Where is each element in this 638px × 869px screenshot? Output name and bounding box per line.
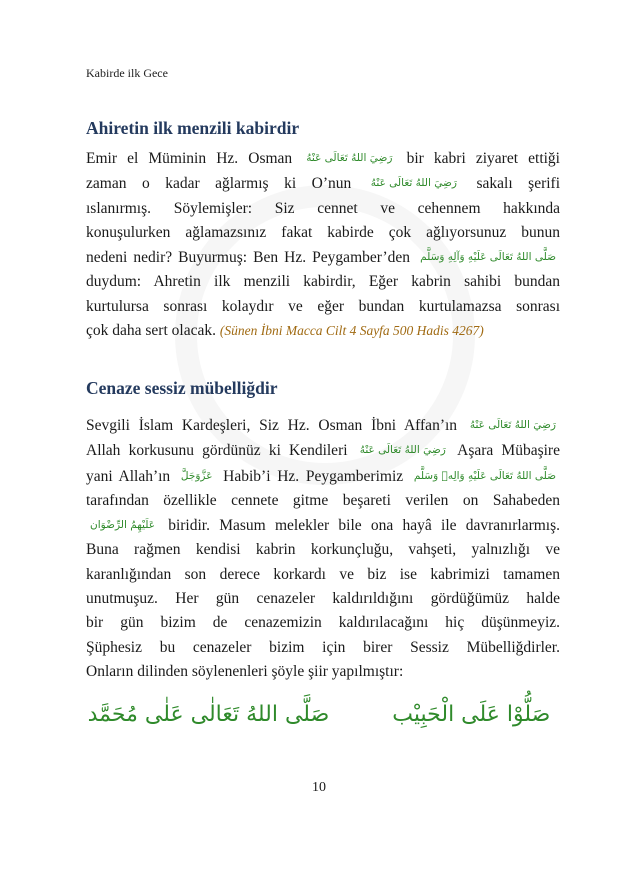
arabic-honorific: عَلَيْهِمُ الرِّضْوَان [90, 519, 155, 532]
page-number: 10 [312, 780, 326, 795]
hadith-citation: (Sünen İbni Macca Cilt 4 Sayfa 500 Hadis 4267) [219, 323, 484, 339]
text-segment: sakalı şerifi [476, 175, 561, 193]
arabic-honorific: صَلَّى اللهُ تَعَالَى عَلَيْهِ وَالِهٖ وَسَلَّم [413, 469, 557, 482]
text-segment: bir kabri ziyaret ettiği [406, 150, 560, 167]
text-line [86, 587, 560, 611]
text-segment: zaman o kadar ağlarmış ki O’nun [86, 175, 352, 193]
text-segment: unutmuşuz. Her gün cenazeler kaldırıldığını gördüğümüz halde [86, 590, 560, 608]
text-line [86, 538, 560, 562]
arabic-honorific: صَلَّى اللهُ تَعَالَى عَلَيْهِ وَآلِهِ وَسَلَّم [420, 251, 556, 264]
text-line [86, 245, 560, 270]
paragraph-1 [86, 146, 560, 343]
arabic-honorific: رَضِيَ اللهُ تَعَالَى عَنْهُ [306, 152, 393, 164]
text-segment: çok daha sert olacak. [86, 322, 220, 340]
text-segment: Sevgili İslam Kardeşleri, Siz Hz. Osman İbni Affan’ın [86, 417, 458, 434]
running-head: Kabirde ilk Gece [86, 66, 168, 80]
text-segment: duydum: Ahretin ilk menzili kabirdir, Eğer kabrin sahibi bundan [86, 273, 560, 291]
text-line [86, 513, 560, 538]
text-line [86, 295, 560, 319]
text-line [86, 489, 560, 513]
text-segment: bir gün bizim de cenazemizin kaldırılacağını hiç düşünmeyiz. [86, 614, 560, 632]
verse-part-1: صَلُّوْا عَلَى الْحَبِيْب [392, 702, 551, 727]
text-line [86, 611, 560, 635]
text-segment: Emir el Müminin Hz. Osman [86, 150, 293, 167]
text-segment: karanlığından son derece korkardı ve biz ise kabrimizi tamamen [86, 565, 560, 583]
text-segment: tarafından özellikle cennete gitme beşareti verilen on Sahabeden [86, 491, 560, 509]
text-line [86, 171, 560, 196]
text-segment: Buna rağmen kendisi kabrin korkunçluğu, vahşeti, yalnızlığı ve [86, 541, 560, 559]
salawat-verse [0, 702, 638, 727]
text-segment: yani Allah’ın [86, 467, 171, 485]
text-line [86, 197, 560, 221]
text-segment: Onların dilinden söylenenleri şöyle şiir yapılmıştır: [86, 662, 404, 680]
arabic-honorific: عَزَّوَجَلَّ [180, 469, 213, 482]
arabic-honorific: رَضِيَ اللهُ تَعَالَى عَنْهُ [469, 419, 556, 431]
text-line [86, 221, 560, 245]
text-segment: Habib’i Hz. Peygamberimiz [223, 467, 404, 485]
section-title-2: Cenaze sessiz mübelliğdir [86, 378, 278, 398]
text-segment: Allah korkusunu gördünüz ki Kendileri [86, 442, 348, 460]
text-line [86, 413, 560, 438]
text-line [86, 146, 560, 171]
text-segment: kurtulursa sonrası kolaydır ve eğer bundan kurtulamazsa sonrası [86, 297, 560, 315]
text-segment: konuşulurken ağlamazsınız fakat kabirde çok ağlıyorsunuz bunun [86, 223, 560, 241]
text-line [86, 270, 560, 294]
section-title-1: Ahiretin ilk menzili kabirdir [86, 118, 300, 138]
arabic-honorific: رَضِيَ اللهُ تَعَالَى عَنْهُ [370, 177, 457, 190]
text-segment: Aşara Mübaşire [457, 442, 560, 460]
text-line [86, 660, 560, 684]
text-segment: ıslanırmış. Söylemişler: Siz cennet ve cehennem hakkında [86, 199, 560, 217]
text-line [86, 563, 560, 587]
text-line [86, 319, 560, 343]
text-line [86, 464, 560, 489]
text-line [86, 636, 560, 660]
text-segment: biridir. Masum melekler bile ona hayâ ile davranırlarmış. [168, 517, 560, 535]
text-segment: nedeni nedir? Buyurmuş: Ben Hz. Peygamber’den [86, 249, 411, 267]
verse-part-2: صَلَّى اللهُ تَعَالٰى عَلٰى مُحَمَّد [87, 702, 330, 727]
text-line [86, 438, 560, 463]
arabic-honorific: رَضِيَ اللهُ تَعَالَى عَنْهُ [359, 444, 446, 457]
text-segment: Şüphesiz bu cenazeler bizim için birer Sessiz Mübelliğdirler. [86, 638, 560, 656]
paragraph-2 [86, 413, 560, 684]
